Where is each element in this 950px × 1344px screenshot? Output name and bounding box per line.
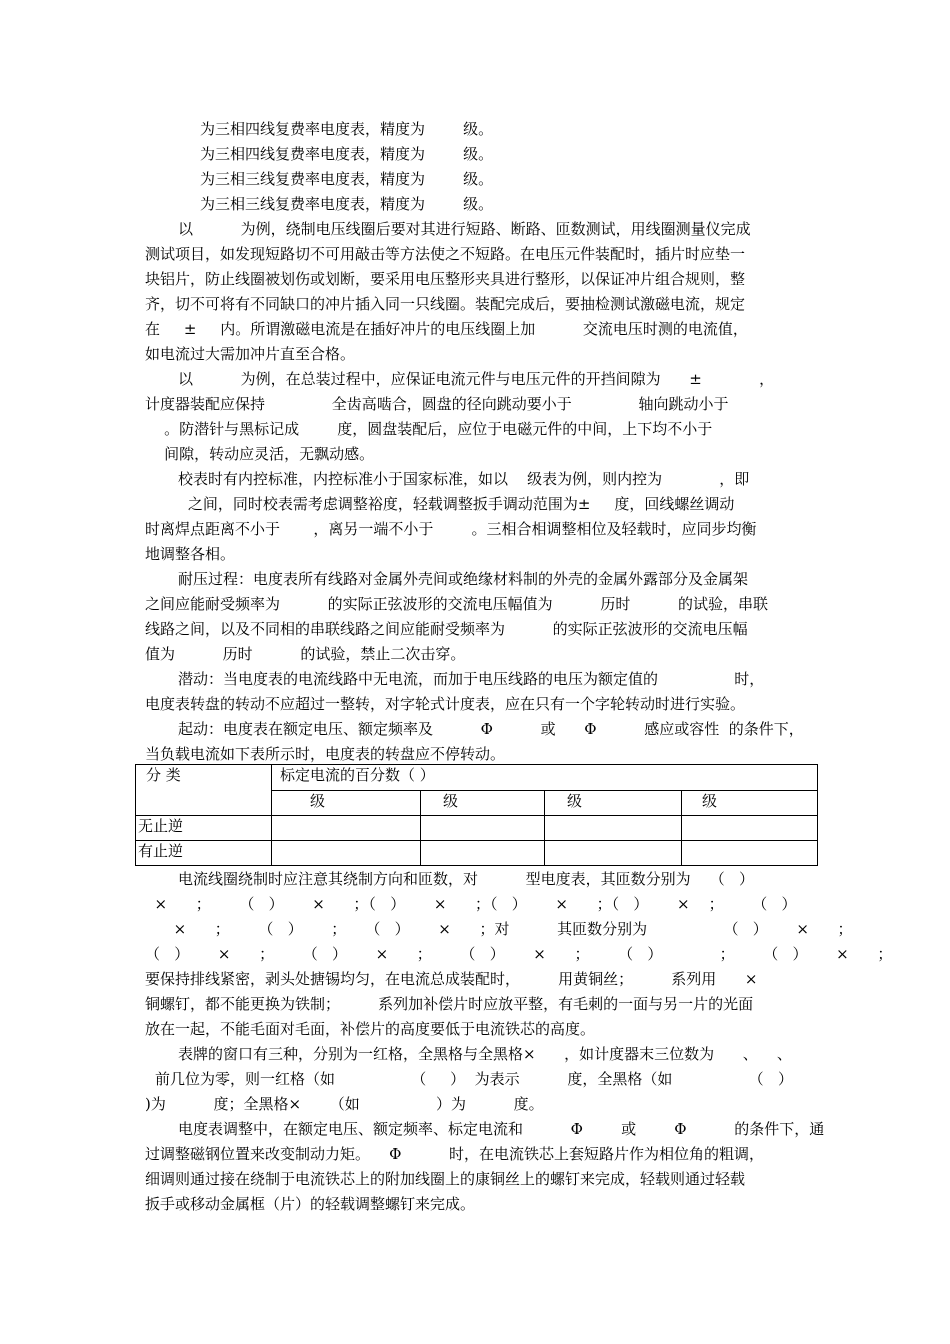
row-label: 无止逆 (136, 816, 272, 841)
text-line: 电度表调整中，在额定电压、额定频率、标定电流和 Φ 或 Φ 的条件下，通 (178, 1120, 825, 1138)
text-line: 计度器装配应保持 全齿高啮合，圆盘的径向跳动要小于 轴向跳动小于 (145, 395, 729, 413)
text-line: 如电流过大需加冲片直至合格。 (145, 345, 356, 363)
text-line: （ ） × ； （ ） × ； （ ） × ； （ ） ； （ ） × ； (145, 945, 893, 963)
table-row (136, 841, 818, 866)
text-line: 时离焊点距离不小于 ，离另一端不小于 。三相合相调整相位及轻载时，应同步均衡 (145, 520, 757, 538)
text-line: 校表时有内控标准，内控标准小于国家标准，如以 级表为例，则内控为 ，即 (178, 470, 750, 488)
text-line: 电流线圈绕制时应注意其绕制方向和匝数，对 型电度表，其匝数分别为 （ ） (178, 870, 755, 888)
table-header-grade: 级 (272, 791, 421, 816)
table-cell (682, 816, 818, 841)
text-line: 块铝片，防止线圈被划伤或划断，要采用电压整形夹具进行整形，以保证冲片组合规则，整 (145, 270, 746, 288)
text-line: 为三相四线复费率电度表，精度为 级。 (200, 145, 494, 163)
text-line: 起动：电度表在额定电压、额定频率及 Φ 或 Φ 感应或容性 的条件下， (178, 720, 804, 738)
table-header-category: 分 类 (136, 765, 272, 816)
text-line: 值为 历时 的试验，禁止二次击穿。 (145, 645, 466, 663)
text-line: 以 为例，在总装过程中，应保证电流元件与电压元件的开挡间隙为 ± ， (178, 370, 775, 388)
text-line: × ； （ ） ； （ ） × ；对 其匝数分别为 （ ） × ； (145, 920, 853, 938)
table-cell (421, 841, 545, 866)
text-line: 间隙，转动应灵活，无飘动感。 (145, 445, 375, 463)
table-cell (545, 841, 682, 866)
text-line: 前几位为零，则一红格（如 （ ） 为表示 度，全黑格（如 （ ） (155, 1070, 793, 1088)
text-line: 测试项目，如发现短路切不可用敲击等方法使之不短路。在电压元件装配时，插片时应垫一 (145, 245, 746, 263)
text-line: 潜动：当电度表的电流线路中无电流，而加于电压线路的电压为额定值的 时， (178, 670, 765, 688)
text-line: 齐，切不可将有不同缺口的冲片插入同一只线圈。装配完成后，要抽检测试激磁电流，规定 (145, 295, 746, 313)
starting-current-table (135, 764, 818, 866)
text-line: 线路之间，以及不同相的串联线路之间应能耐受频率为 的实际正弦波形的交流电压幅 (145, 620, 748, 638)
table-header-grade: 级 (421, 791, 545, 816)
text-line: 地调整各相。 (145, 545, 236, 563)
table-row (136, 816, 818, 841)
text-line: 为三相三线复费率电度表，精度为 级。 (200, 170, 494, 188)
table-cell (421, 816, 545, 841)
text-line: 之间，同时校表需考虑调整裕度，轻载调整扳手调动范围为± 度，回线螺丝调动 (145, 495, 735, 513)
text-line: 细调则通过接在绕制于电流铁芯上的附加线圈上的康铜丝上的螺钉来完成，轻载则通过轻载 (145, 1170, 746, 1188)
table-cell (272, 841, 421, 866)
table-cell (682, 841, 818, 866)
text-line: 当负载电流如下表所示时，电度表的转盘应不停转动。 (145, 745, 506, 763)
text-line: 在 ± 内。所谓激磁电流是在插好冲片的电压线圈上加 交流电压时测的电流值， (145, 320, 748, 338)
text-line: × ； （ ） × ；（ ） × ；（ ） × ；（ ） × ； （ ） (145, 895, 797, 913)
text-line: 扳手或移动金属框（片）的轻载调整螺钉来完成。 (145, 1195, 476, 1213)
text-line: 放在一起，不能毛面对毛面，补偿片的高度要低于电流铁芯的高度。 (145, 1020, 596, 1038)
text-line: 铜螺钉，都不能更换为铁制； 系列加补偿片时应放平整，有毛刺的一面与另一片的光面 (145, 995, 754, 1013)
text-line: 要保持排线紧密，剥头处搪锡均匀，在电流总成装配时， 用黄铜丝； 系列用 × (145, 970, 758, 988)
row-label: 有止逆 (136, 841, 272, 866)
text-line: 表牌的窗口有三种，分别为一红格，全黑格与全黑格× ，如计度器末三位数为 、 、 (178, 1045, 792, 1063)
table-cell (545, 816, 682, 841)
text-line: 过调整磁钢位置来改变制动力矩。 Φ 时，在电流铁芯上套短路片作为相位角的粗调， (145, 1145, 765, 1163)
text-line: 为三相四线复费率电度表，精度为 级。 (200, 120, 494, 138)
text-line: 为三相三线复费率电度表，精度为 级。 (200, 195, 494, 213)
table-header-grade: 级 (545, 791, 682, 816)
text-line: 。防潜针与黑标记成 度，圆盘装配后，应位于电磁元件的中间，上下均不小于 (145, 420, 713, 438)
text-line: 耐压过程：电度表所有线路对金属外壳间或绝缘材料制的外壳的金属外露部分及金属架 (178, 570, 749, 588)
table-header-percent: 标定电流的百分数（ ） (272, 765, 818, 791)
table-cell (272, 816, 421, 841)
table-header-grade: 级 (682, 791, 818, 816)
text-line: 电度表转盘的转动不应超过一整转，对字轮式计度表，应在只有一个字轮转动时进行实验。 (145, 695, 746, 713)
text-line: 以 为例，绕制电压线圈后要对其进行短路、断路、匝数测试，用线圈测量仪完成 (178, 220, 751, 238)
text-line: )为 度；全黑格× （如 ）为 度。 (145, 1095, 544, 1113)
text-line: 之间应能耐受频率为 的实际正弦波形的交流电压幅值为 历时 的试验，串联 (145, 595, 769, 613)
